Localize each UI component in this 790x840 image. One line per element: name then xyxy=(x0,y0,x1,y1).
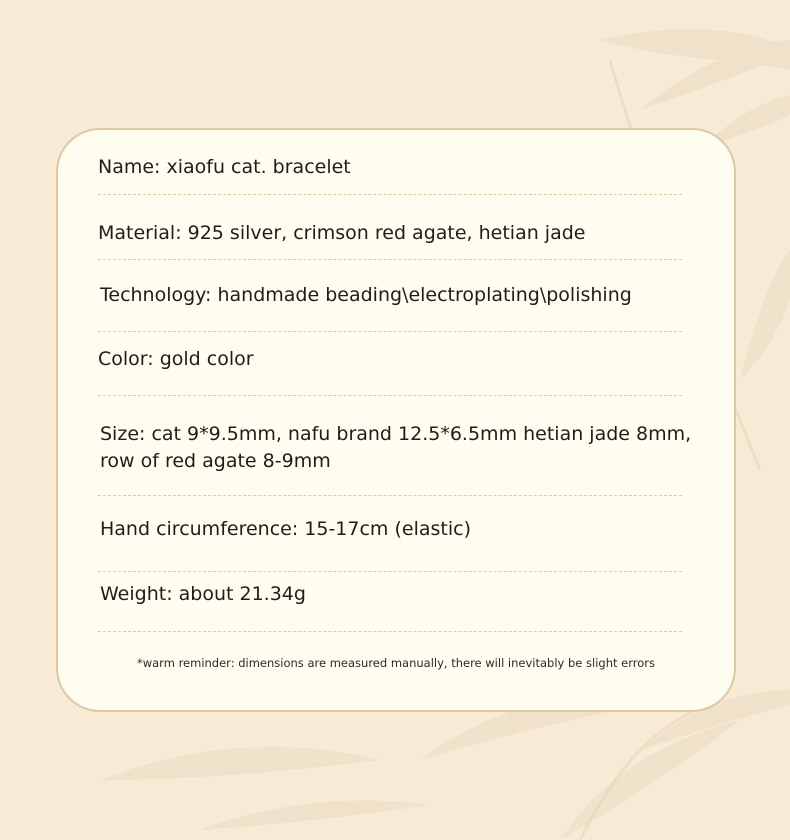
divider xyxy=(98,571,682,572)
divider xyxy=(98,194,682,195)
spec-size-line-1: Size: cat 9*9.5mm, nafu brand 12.5*6.5mm hetian jade 8mm, xyxy=(100,423,692,445)
divider xyxy=(98,331,682,332)
spec-color: Color: gold color xyxy=(98,348,254,370)
spec-technology: Technology: handmade beading\electroplating\polishing xyxy=(100,284,632,306)
divider xyxy=(98,395,682,396)
spec-name: Name: xiaofu cat. bracelet xyxy=(98,156,351,178)
spec-hand-circumference: Hand circumference: 15-17cm (elastic) xyxy=(100,518,471,540)
divider xyxy=(98,259,682,260)
divider xyxy=(98,631,682,632)
spec-weight: Weight: about 21.34g xyxy=(100,583,306,605)
divider xyxy=(98,495,682,496)
warm-reminder-note: *warm reminder: dimensions are measured manually, there will inevitably be slight errors xyxy=(136,656,655,670)
spec-size-line-2: row of red agate 8-9mm xyxy=(100,450,331,472)
product-spec-card xyxy=(56,128,736,712)
spec-material: Material: 925 silver, crimson red agate, hetian jade xyxy=(98,222,586,244)
